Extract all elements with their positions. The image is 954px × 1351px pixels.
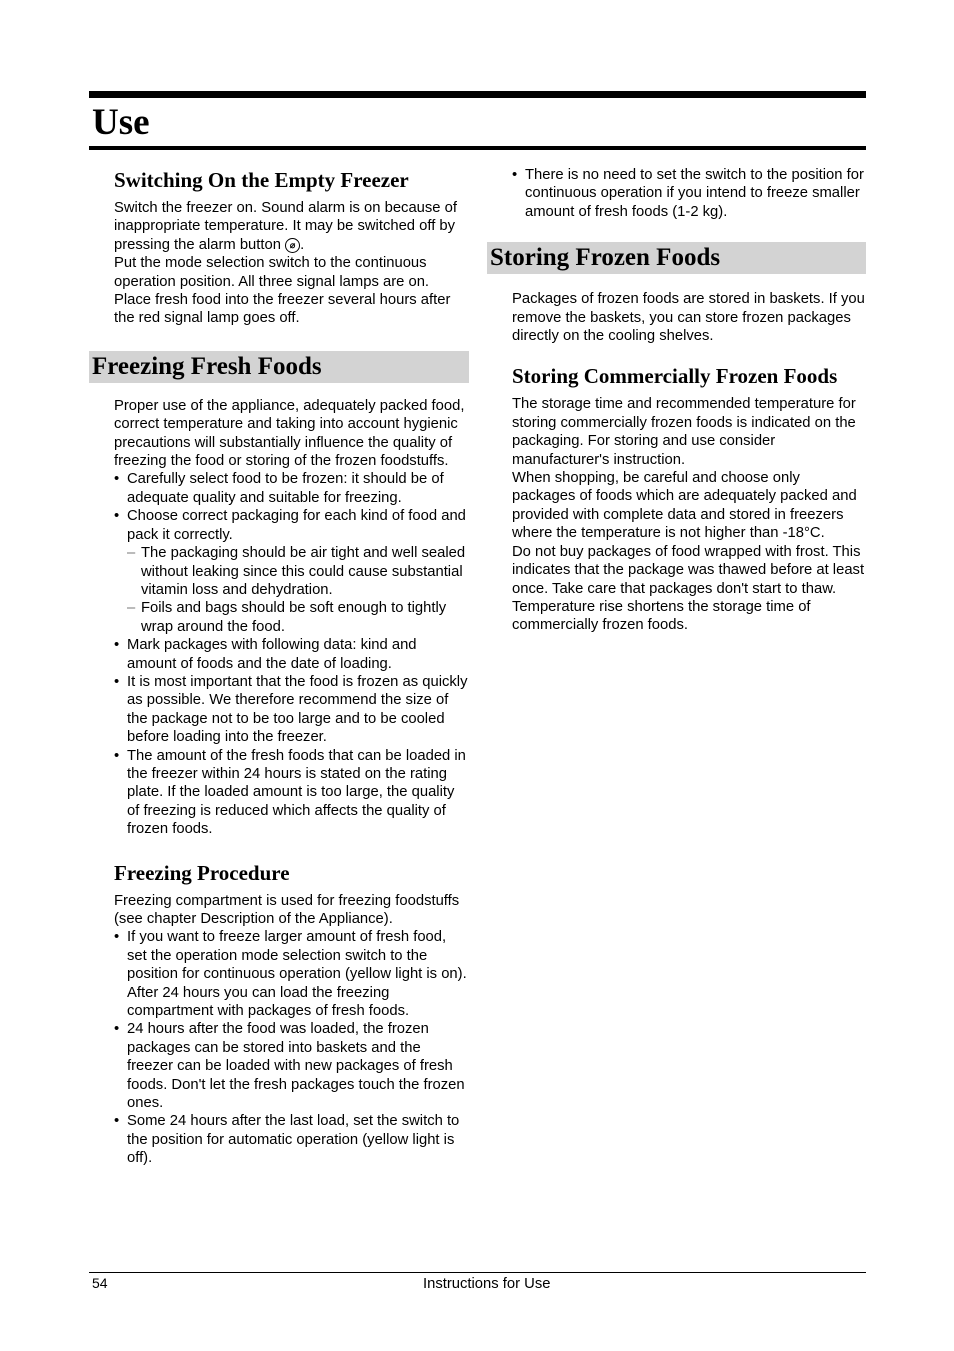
storing-commercial-para-1: The storage time and recommended temperature for storing commercially frozen foods is indicated on the packaging. For storing and use consider manufacturer's instruction. [512, 396, 856, 468]
dash-mark: – [127, 600, 136, 617]
section-freezing-procedure [89, 860, 469, 1168]
footer-title: Instructions for Use [423, 1276, 551, 1292]
bullet-mark: • [512, 167, 518, 183]
switching-para-1-end: . [300, 236, 305, 253]
heading-storing-frozen-foods: Storing Frozen Foods [487, 242, 866, 274]
list-item [114, 470, 469, 507]
freezing-fresh-intro: Proper use of the appliance, adequately packed food, correct temperature and taking into account hygienic precautions will substantially influence the quality of freezing the food or storing of the frozen foodstuffs. [114, 397, 465, 470]
sub-list-item [127, 544, 469, 599]
list-item [114, 636, 469, 673]
section-freezing-fresh-foods [89, 397, 469, 839]
list-item [114, 747, 469, 839]
freezing-procedure-intro: Freezing compartment is used for freezing foodstuffs (see chapter Description of the Appliance). [114, 892, 460, 927]
list-item [114, 507, 469, 636]
page-number: 54 [92, 1275, 108, 1291]
storing-frozen-para: Packages of frozen foods are stored in baskets. If you remove the baskets, you can store frozen packages directly on the cooling shelves. [512, 291, 865, 345]
list-item [114, 1112, 469, 1167]
list-item [114, 928, 469, 1020]
section-storing-commercial [487, 363, 866, 634]
dash-mark: – [127, 545, 136, 562]
heading-freezing-fresh-foods: Freezing Fresh Foods [89, 351, 469, 383]
freezing-procedure-list-continued [512, 166, 866, 221]
bullet-mark: • [114, 747, 120, 764]
sub-list-item-text: Foils and bags should be soft enough to tightly wrap around the food. [141, 600, 447, 635]
freezing-fresh-list [114, 470, 469, 838]
list-item [114, 1020, 469, 1112]
section-switching-on [89, 167, 469, 328]
sub-list-item [127, 599, 469, 636]
section-storing-frozen-foods [487, 290, 866, 345]
list-item-text: Choose correct packaging for each kind of food and pack it correctly. [127, 508, 466, 543]
storing-commercial-para-2: When shopping, be careful and choose only packages of foods which are adequately packed and provided with complete data and stored in freezers where the temperature is not higher than -18°C. [512, 470, 857, 542]
sub-list-item-text: The packaging should be air tight and well sealed without leaking since this could cause substantial vitamin loss and dehydration. [141, 545, 466, 598]
heading-storing-commercial: Storing Commercially Frozen Foods [512, 364, 838, 389]
list-item-text: Some 24 hours after the last load, set the switch to the position for automatic operation (yellow light is off). [127, 1113, 460, 1167]
list-item-text: Mark packages with following data: kind and amount of foods and the date of loading. [127, 637, 417, 672]
storing-commercial-para-3: Do not buy packages of food wrapped with frost. This indicates that the package was thawed before at least once. Take care that packages don't start to thaw. Temperature rise shortens the storage time of commercially frozen foods. [512, 543, 865, 634]
switching-para-1 [114, 199, 469, 254]
footer-rule [89, 1272, 866, 1273]
alarm-button-icon: ⌀ [285, 238, 300, 253]
bullet-mark: • [114, 637, 120, 654]
list-item-text: It is most important that the food is frozen as quickly as possible. We therefore recommend the size of the package not to be too large and to be cooled before loading into the freezer. [127, 673, 468, 746]
bullet-mark: • [114, 673, 120, 690]
bullet-mark: • [114, 1113, 120, 1130]
right-column [487, 150, 866, 635]
switching-para-2: Put the mode selection switch to the continuous operation position. All three signal lamps are on. Place fresh food into the freezer several hours after the red signal lamp goes off. [114, 255, 451, 327]
freezing-procedure-continued [487, 166, 866, 221]
switching-para-1-text: Switch the freezer on. Sound alarm is on because of inappropriate temperature. It may be switched off by pressing the alarm button [114, 200, 457, 253]
freezing-procedure-list [114, 928, 469, 1167]
list-item-text: Carefully select food to be frozen: it should be of adequate quality and suitable for freezing. [127, 471, 444, 506]
list-item [512, 166, 866, 221]
list-item-text: If you want to freeze larger amount of fresh food, set the operation mode selection switch to the position for continuous operation (yellow light is on). After 24 hours you can load the freezing compartment with packages of fresh foods. [127, 929, 467, 1020]
heading-switching-on: Switching On the Empty Freezer [114, 168, 409, 192]
heading-freezing-procedure: Freezing Procedure [114, 860, 290, 885]
list-item [114, 673, 469, 747]
packaging-sub-list [127, 544, 469, 636]
bullet-mark: • [114, 471, 120, 488]
list-item-text: The amount of the fresh foods that can be loaded in the freezer within 24 hours is stated on the rating plate. If the loaded amount is too large, the quality of freezing is reduced which affects the quality of frozen foods. [127, 747, 466, 838]
left-column [89, 150, 469, 1168]
top-rule [89, 91, 866, 98]
page-title: Use [92, 102, 150, 143]
bullet-mark: • [114, 1021, 120, 1038]
bullet-mark: • [114, 929, 120, 946]
list-item-text: 24 hours after the food was loaded, the frozen packages can be stored into baskets and the freezer can be loaded with new packages of fresh foods. Don't let the fresh packages touch the frozen ones. [127, 1021, 465, 1112]
list-item-text: There is no need to set the switch to the position for continuous operation if you intend to freeze smaller amount of fresh foods (1-2 kg). [525, 167, 864, 220]
bullet-mark: • [114, 508, 120, 525]
